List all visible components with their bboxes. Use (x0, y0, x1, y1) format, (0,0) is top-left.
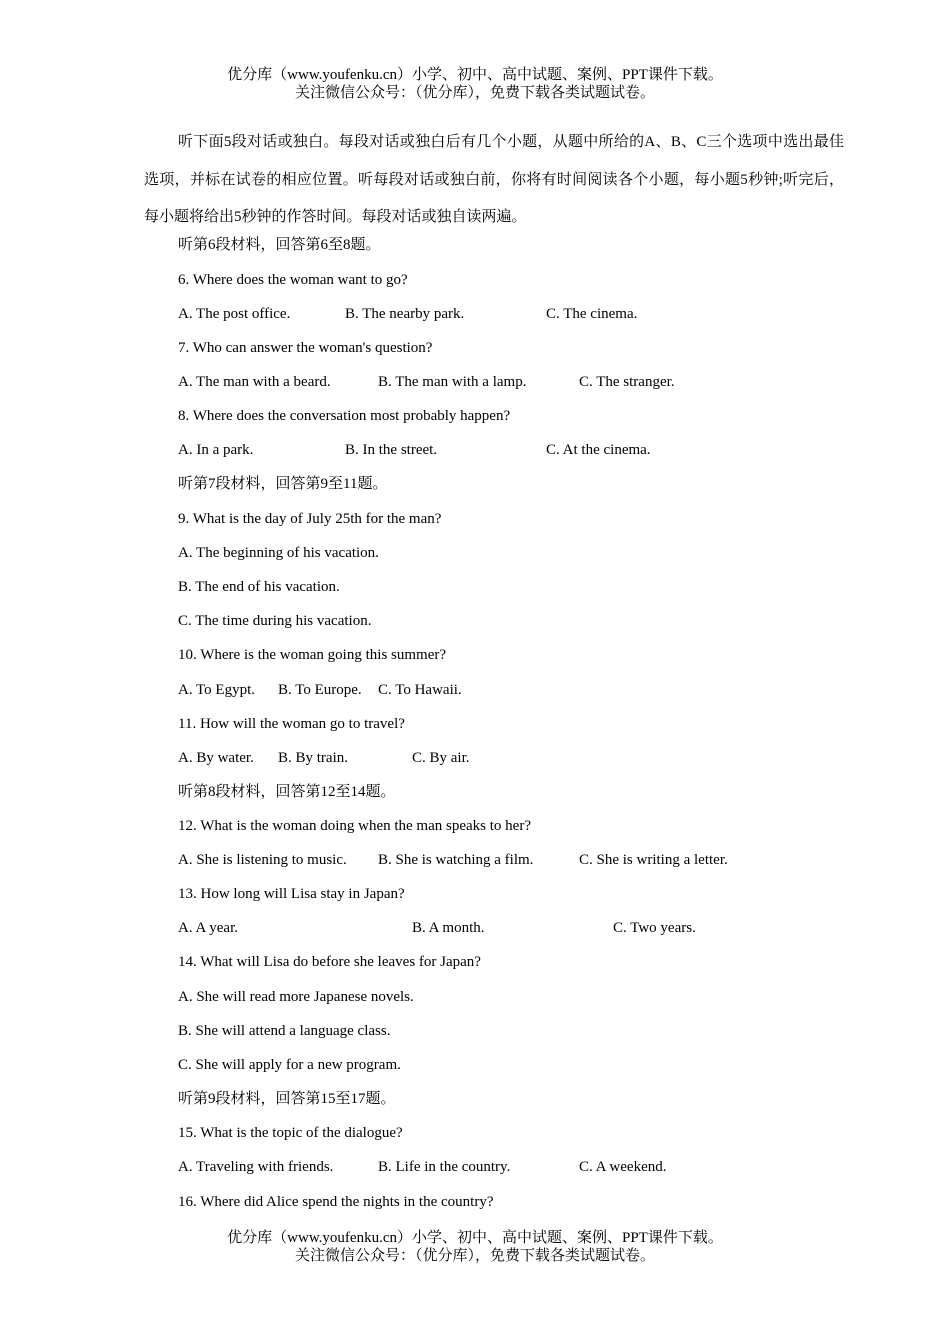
question-14-option-c: C. She will apply for a new program. (178, 1057, 401, 1073)
question-8-options (178, 440, 651, 460)
question-15-stem: 15. What is the topic of the dialogue? (178, 1125, 403, 1141)
question-13-stem: 13. How long will Lisa stay in Japan? (178, 886, 405, 902)
question-10-stem: 10. Where is the woman going this summer? (178, 647, 447, 663)
option-c: C. By air. (412, 750, 470, 766)
option-b: B. The nearby park. (345, 306, 465, 322)
option-b: B. She is watching a film. (378, 852, 534, 868)
question-14-option-b: B. She will attend a language class. (178, 1023, 391, 1039)
footer-line-2: 关注微信公众号：（优分库），免费下载各类试题试卷。 (294, 1248, 655, 1264)
option-a: A. By water. (178, 750, 254, 766)
option-a: A. Traveling with friends. (178, 1159, 334, 1175)
question-9-stem: 9. What is the day of July 25th for the man? (178, 511, 442, 527)
question-12-stem: 12. What is the woman doing when the man speaks to her? (178, 818, 531, 834)
option-a: A. A year. (178, 920, 238, 936)
page-header (0, 66, 950, 102)
section-heading-8: 听第8段材料，回答第12至14题。 (178, 784, 396, 800)
option-c: C. At the cinema. (546, 442, 651, 458)
section-heading-9: 听第9段材料，回答第15至17题。 (178, 1091, 396, 1107)
question-15-options (178, 1157, 667, 1177)
option-a: A. The man with a beard. (178, 374, 331, 390)
option-b: B. To Europe. (278, 682, 362, 698)
question-10-options (178, 680, 462, 700)
option-b: B. The man with a lamp. (378, 374, 527, 390)
section-heading-6: 听第6段材料，回答第6至8题。 (178, 237, 381, 253)
option-c: C. Two years. (613, 920, 696, 936)
option-a: A. She is listening to music. (178, 852, 347, 868)
option-b: B. In the street. (345, 442, 438, 458)
question-11-stem: 11. How will the woman go to travel? (178, 716, 405, 732)
question-7-stem: 7. Who can answer the woman's question? (178, 340, 433, 356)
option-c: C. The cinema. (546, 306, 638, 322)
option-a: A. To Egypt. (178, 682, 256, 698)
question-9-option-c: C. The time during his vacation. (178, 613, 372, 629)
option-c: C. To Hawaii. (378, 682, 462, 698)
option-b: B. By train. (278, 750, 348, 766)
header-line-1: 优分库（www.youfenku.cn）小学、初中、高中试题、案例、PPT课件下载。 (227, 67, 723, 83)
option-c: C. She is writing a letter. (579, 852, 728, 868)
footer-line-1: 优分库（www.youfenku.cn）小学、初中、高中试题、案例、PPT课件下载。 (227, 1230, 723, 1246)
option-a: A. The post office. (178, 306, 291, 322)
option-a: A. In a park. (178, 442, 254, 458)
header-line-2: 关注微信公众号：（优分库），免费下载各类试题试卷。 (294, 85, 655, 101)
question-11-options (178, 748, 470, 768)
option-b: B. Life in the country. (378, 1159, 511, 1175)
question-9-option-b: B. The end of his vacation. (178, 579, 340, 595)
page-footer (0, 1229, 950, 1265)
question-6-stem: 6. Where does the woman want to go? (178, 272, 408, 288)
question-9-option-a: A. The beginning of his vacation. (178, 545, 379, 561)
section-heading-7: 听第7段材料，回答第9至11题。 (178, 476, 388, 492)
question-6-options (178, 304, 637, 324)
option-b: B. A month. (412, 920, 485, 936)
option-c: C. A weekend. (579, 1159, 667, 1175)
question-8-stem: 8. Where does the conversation most probably happen? (178, 408, 511, 424)
question-16-stem: 16. Where did Alice spend the nights in the country? (178, 1194, 494, 1210)
question-12-options (178, 850, 728, 870)
question-14-stem: 14. What will Lisa do before she leaves for Japan? (178, 954, 481, 970)
option-c: C. The stranger. (579, 374, 675, 390)
question-7-options (178, 372, 675, 392)
question-13-options (178, 918, 696, 938)
instructions-paragraph: 听下面5段对话或独白。每段对话或独白后有几个小题，从题中所给的A、B、C三个选项中选出最佳选项，并标在试卷的相应位置。听每段对话或独白前，你将有时间阅读各个小题，每小题5秒钟;听完后，每小题将给出5秒钟的作答时间。每段对话或独自读两遍。 (144, 134, 844, 225)
question-14-option-a: A. She will read more Japanese novels. (178, 989, 414, 1005)
